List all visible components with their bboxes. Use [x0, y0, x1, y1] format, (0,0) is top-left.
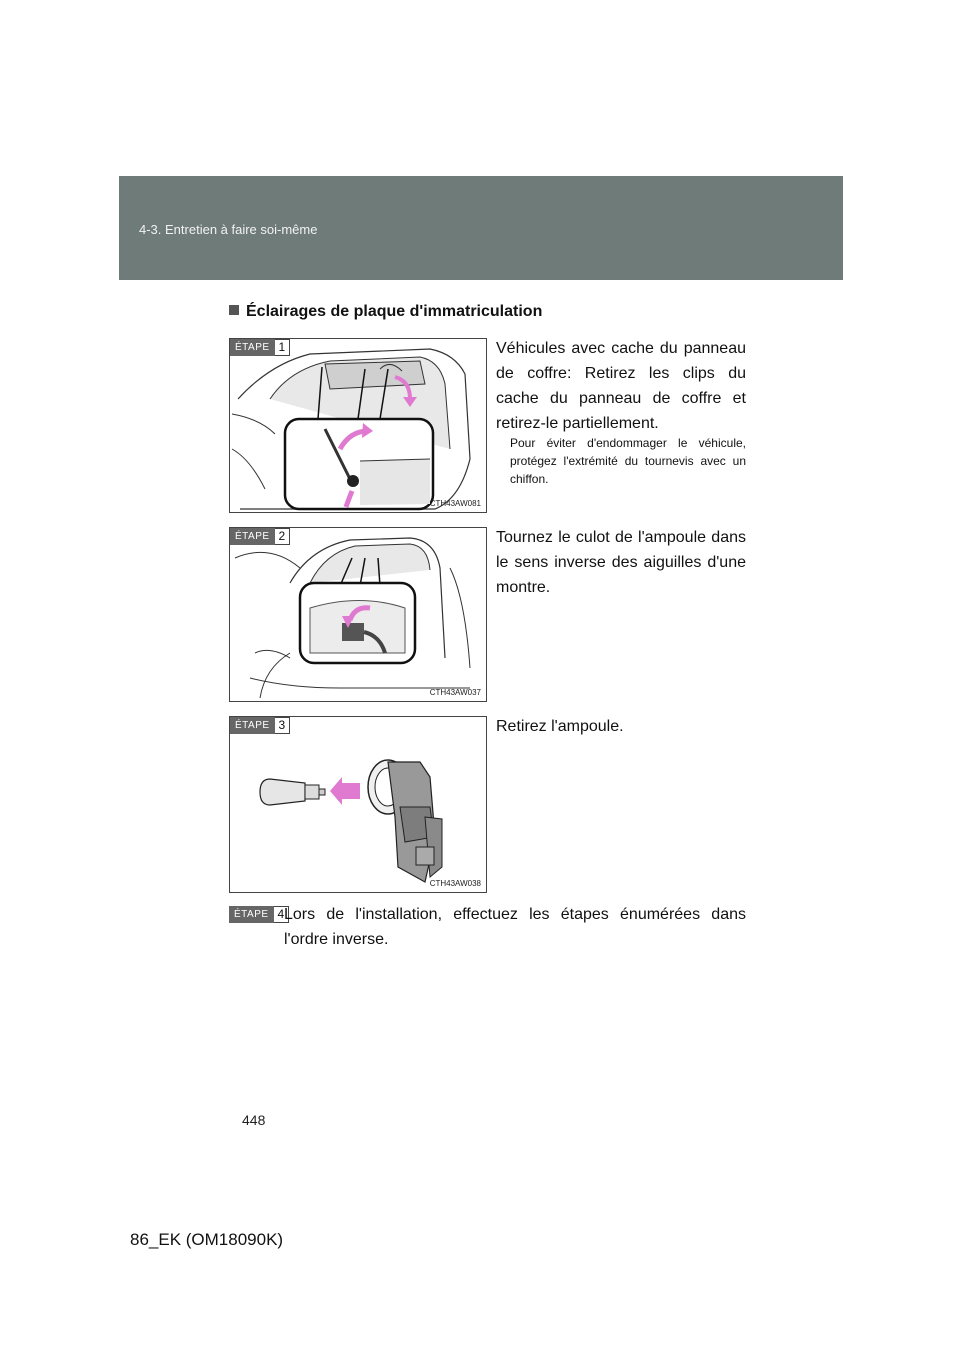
section-title: [229, 303, 542, 321]
step-1-text: Véhicules avec cache du panneau de coffre: Retirez les clips du cache du panneau de coffre et retirez-le partiellement.: [496, 340, 746, 432]
step-badge-label: ÉTAPE: [230, 528, 275, 545]
figure-step-2: [229, 527, 487, 702]
trunk-panel-illustration: [230, 339, 486, 512]
figure-code: CTH43AW037: [429, 688, 481, 697]
step-badge-label: ÉTAPE: [229, 906, 274, 923]
chapter-header: [119, 176, 843, 280]
step-badge-label: ÉTAPE: [230, 717, 275, 734]
step-badge-number: 4: [274, 906, 290, 923]
step-3-text: Retirez l'ampoule.: [496, 718, 624, 735]
square-bullet-icon: [229, 305, 239, 315]
step-badge-number: 3: [275, 717, 291, 734]
step-badge-number: 2: [275, 528, 291, 545]
footer-code: 86_EK (OM18090K): [130, 1230, 284, 1249]
step-badge-number: 1: [275, 339, 291, 356]
bulb-socket-illustration: [230, 528, 486, 701]
section-title-text: Éclairages de plaque d'immatriculation: [246, 303, 543, 320]
chapter-header-title: 4-3. Entretien à faire soi-même: [139, 222, 318, 237]
step-badge-label: ÉTAPE: [230, 339, 275, 356]
figure-code: CTH43AW038: [429, 879, 481, 888]
bulb-removal-illustration: [230, 717, 486, 892]
step-4-text: Lors de l'installation, effectuez les étapes énumérées dans l'ordre inverse.: [284, 906, 746, 948]
figure-step-1: [229, 338, 487, 513]
figure-step-3: [229, 716, 487, 893]
page-number: 448: [242, 1112, 266, 1128]
step-2-text: Tournez le culot de l'ampoule dans le sens inverse des aiguilles d'une montre.: [496, 529, 746, 596]
step-badge-3: [230, 717, 290, 734]
figure-code: CTH43AW081: [429, 499, 481, 508]
step-1-note: Pour éviter d'endommager le véhicule, protégez l'extrémité du tournevis avec un chiffon.: [510, 436, 746, 486]
step-badge-2: [230, 528, 290, 545]
step-badge-1: [230, 339, 290, 356]
step-badge-4: [229, 906, 289, 923]
